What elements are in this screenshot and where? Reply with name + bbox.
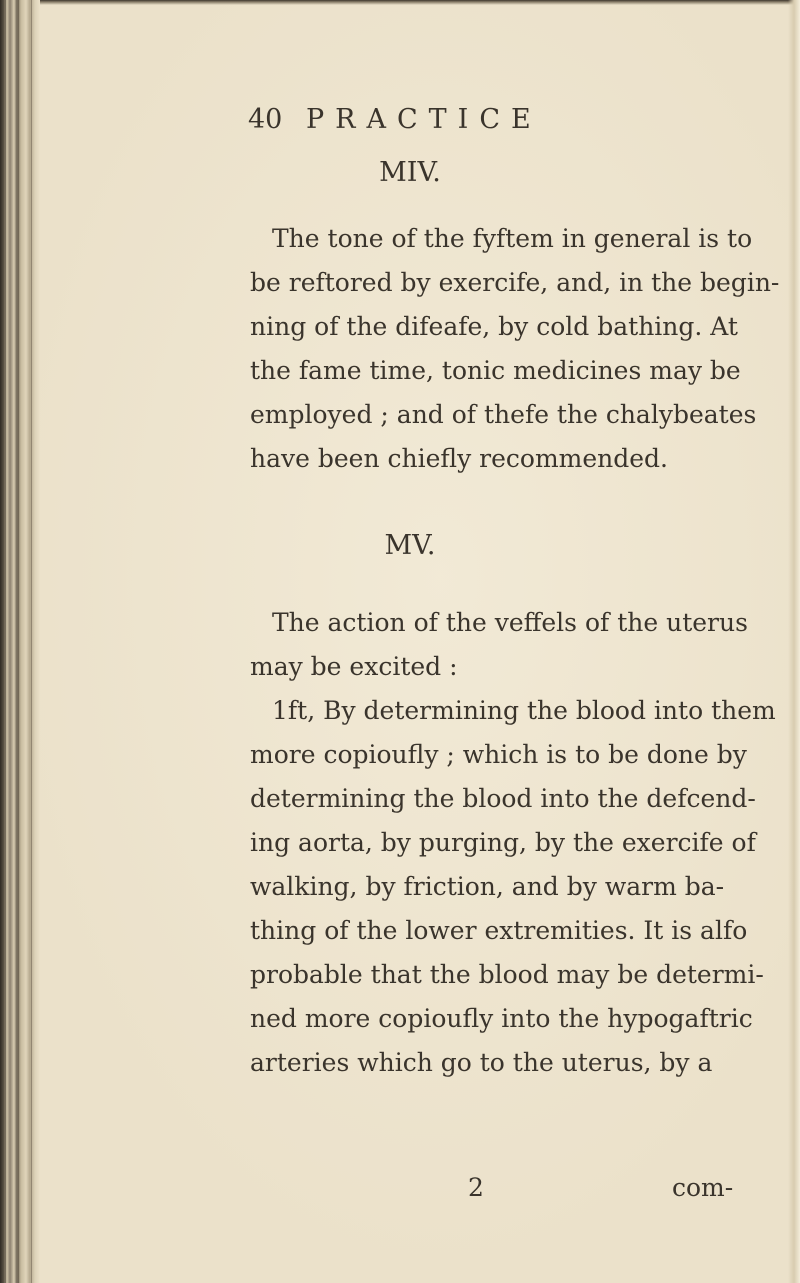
text-line: The tone of the fyftem in general is to	[272, 224, 753, 253]
text-line: ning of the difeafe, by cold bathing. At	[250, 312, 738, 341]
running-head	[248, 100, 648, 140]
signature-mark: 2	[468, 1173, 484, 1202]
page-number: 40	[248, 104, 283, 135]
paragraph-mv	[250, 601, 776, 1085]
spine-crease	[5, 0, 6, 1283]
paragraph-miv	[250, 217, 780, 481]
text-line: ned more copioufly into the hypogaftric	[250, 1004, 753, 1033]
text-line: determining the blood into the defcend-	[250, 784, 756, 813]
page-right-edge	[788, 0, 800, 1283]
catchword: com-	[672, 1173, 734, 1202]
spine-crease	[31, 0, 32, 1283]
text-line: arteries which go to the uterus, by a	[250, 1048, 713, 1077]
text-line: the fame time, tonic medicines may be	[250, 356, 741, 385]
text-line: have been chiefly recommended.	[250, 444, 669, 473]
text-line: walking, by friction, and by warm ba-	[250, 872, 725, 901]
text-line: be reftored by exercife, and, in the begin-	[250, 268, 780, 297]
text-line: 1ft, By determining the blood into them	[272, 696, 776, 725]
book-spine	[0, 0, 40, 1283]
page-top-edge	[40, 0, 800, 5]
section-heading-miv: MIV.	[379, 157, 441, 188]
section-heading-mv: MV.	[384, 530, 436, 561]
text-line: ing aorta, by purging, by the exercife of	[250, 828, 756, 857]
text-line: The action of the veffels of the uterus	[272, 608, 748, 637]
text-line: more copioufly ; which is to be done by	[250, 740, 747, 769]
spine-crease	[18, 0, 19, 1283]
text-line: may be excited :	[250, 652, 458, 681]
running-title: PRACTICE	[306, 104, 542, 135]
text-line: employed ; and of thefe the chalybeates	[250, 400, 757, 429]
text-line: thing of the lower extremities. It is alfo	[250, 916, 748, 945]
text-line: probable that the blood may be determi-	[250, 960, 764, 989]
